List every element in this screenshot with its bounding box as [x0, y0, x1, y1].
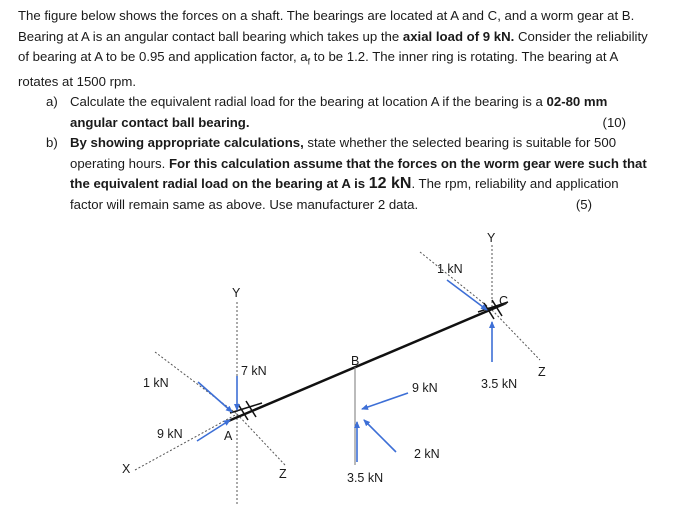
label-9kn-left: 9 kN [157, 427, 183, 441]
question-a-label: a) [46, 94, 58, 109]
right-guide-line [420, 252, 492, 310]
label-3-5kn-bottom: 3.5 kN [347, 471, 384, 485]
force-2kn-arrow [364, 420, 396, 452]
question-b-load-value: 12 kN [368, 175, 412, 192]
label-7kn: 7 kN [241, 364, 267, 378]
label-b: B [351, 354, 360, 368]
label-2kn: 2 kN [414, 447, 440, 461]
question-a-marks: (10) [602, 114, 626, 130]
question-b-marks: (5) [575, 196, 592, 212]
label-1kn-top: 1 kN [437, 262, 463, 276]
question-a-text: Calculate the equivalent radial load for the bearing at location A if the bearing is a [70, 94, 547, 109]
label-x: X [122, 462, 131, 476]
label-1kn-left: 1 kN [143, 376, 169, 390]
question-b-text-1: state whether the selected bearing is suitable for 500 operating hours. [70, 135, 617, 171]
label-a: A [224, 429, 233, 443]
question-b-label: b) [46, 135, 58, 150]
question-b-bold-2: For this calculation assume that the forces on the worm gear were such that the equivalent radial load on the bearing at A is [70, 155, 647, 191]
z-axis-right-line [492, 310, 540, 360]
label-3-5kn-right: 3.5 kN [481, 377, 518, 391]
force-1kn-a-arrow [198, 382, 232, 412]
intro-part-2: Consider the reliability of bearing at A to be 0.95 and application factor, a [18, 28, 648, 64]
label-y-left: Y [232, 286, 241, 300]
shaft [226, 304, 504, 422]
question-a-bearing-spec: 02-80 mm angular contact ball bearing. [70, 94, 608, 130]
axial-load-bold: axial load of 9 kN. [402, 28, 515, 44]
label-c: C [499, 294, 509, 308]
question-b-bold-1: By showing appropriate calculations, [70, 135, 304, 150]
intro-part-3: to be 1.2. The inner ring is rotating. The bearing at A rotates at 1500 rpm. [18, 49, 618, 90]
x-axis-line [135, 414, 237, 470]
force-9kn-b-arrow [362, 393, 408, 409]
application-factor-subscript: f [307, 56, 311, 67]
z-axis-left-line [237, 414, 285, 465]
label-y-right: Y [487, 231, 496, 245]
force-1kn-c-arrow [447, 280, 487, 310]
intro-part-1: The figure below shows the forces on a shaft. The bearings are located at A and C, and a worm gear at B. Bearing at A is an angular contact ball bearing which takes up the [18, 8, 635, 44]
label-z-right: Z [538, 365, 546, 379]
label-z-left: Z [279, 467, 287, 481]
label-9kn-mid: 9 kN [412, 381, 438, 395]
question-b-text-2: . The rpm, reliability and application factor will remain same as above. Use manufacturer 2 data. [70, 176, 619, 212]
